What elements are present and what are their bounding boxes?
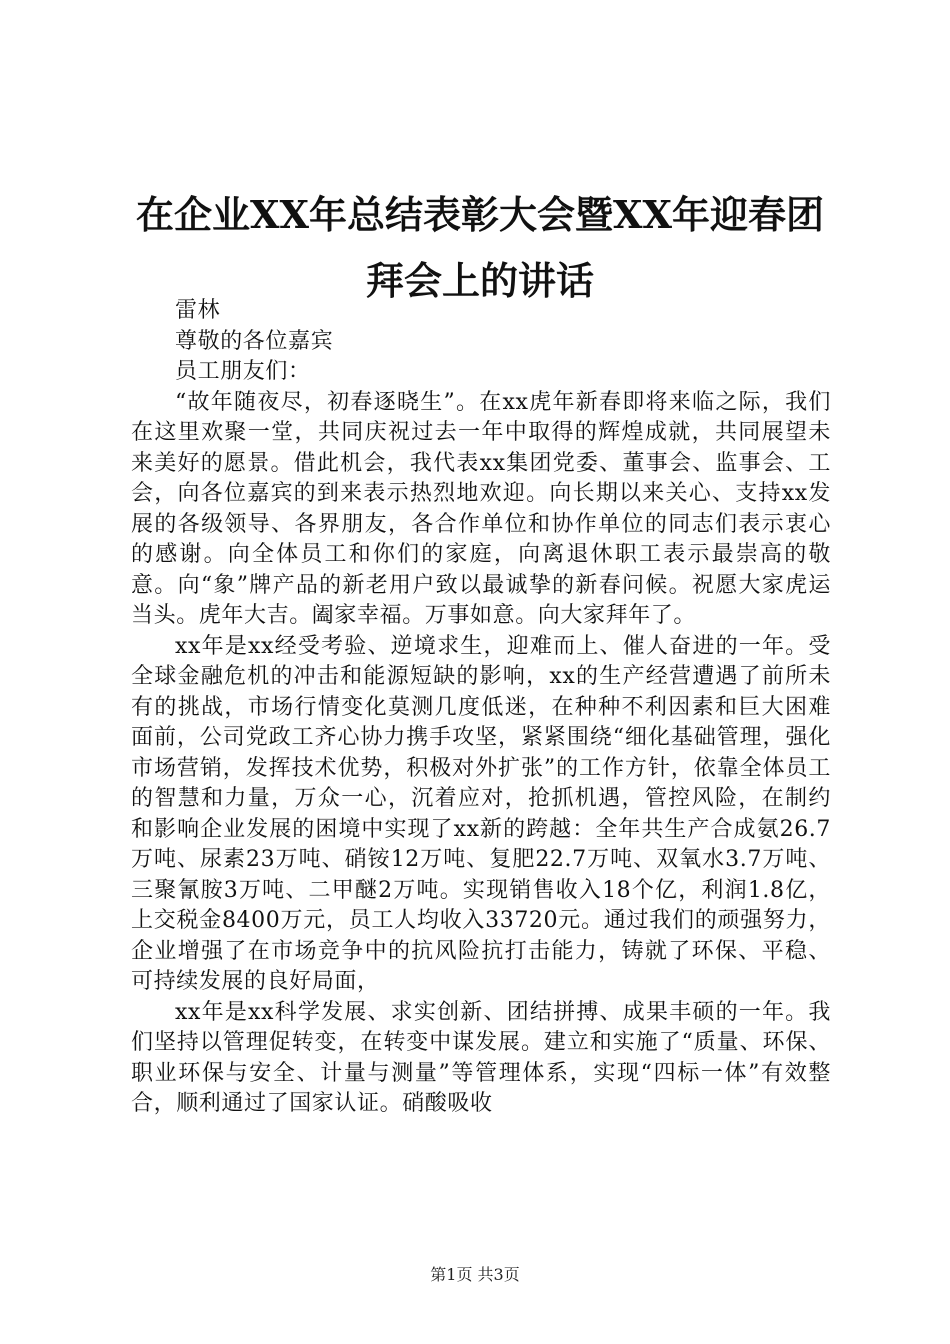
salutation-staff: 员工朋友们： [175, 359, 311, 384]
paragraph: “故年随夜尽，初春逐晓生”。在xx虎年新春即将来临之际，我们在这里欢聚一堂，共同庆祝过去一年中取得的辉煌成就，共同展望未来美好的愿景。借此机会，我代表xx集团党委、董事会、监事会、工会，向各位嘉宾的到来表示热烈地欢迎。向长期以来关心、支持xx发展的各级领导、各界朋友，各合作单位和协作单位的同志们表示衷心的感谢。向全体员工和你们的家庭，向离退休职工表示最崇高的敬意。向“象”牌产品的新老用户致以最诚挚的新春问候。祝愿大家虎运当头。虎年大吉。阖家幸福。万事如意。向大家拜年了。 [131, 389, 831, 628]
paragraph: xx年是xx科学发展、求实创新、团结拼搏、成果丰硕的一年。我们坚持以管理促转变，在转变中谋发展。建立和实施了“质量、环保、职业环保与安全、计量与测量”等管理体系，实现“四标一体”有效整合，顺利通过了国家认证。硝酸吸收 [131, 999, 831, 1116]
paragraph: xx年是xx经受考验、逆境求生，迎难而上、催人奋进的一年。受全球金融危机的冲击和能源短缺的影响，xx的生产经营遭遇了前所未有的挑战，市场行情变化莫测几度低迷，在种种不利因素和巨大困难面前，公司党政工齐心协力携手攻坚，紧紧围绕“细化基础管理，强化市场营销，发挥技术优势，积极对外扩张”的工作方针，依靠全体员工的智慧和力量，万众一心，沉着应对，抢抓机遇，管控风险，在制约和影响企业发展的困境中实现了xx新的跨越：全年共生产合成氨26.7万吨、尿素23万吨、硝铵12万吨、复肥22.7万吨、双氧水3.7万吨、三聚氰胺3万吨、二甲醚2万吨。实现销售收入18个亿，利润1.8亿，上交税金8400万元，员工人均收入33720元。通过我们的顽强努力，企业增强了在市场竞争中的抗风险抗打击能力，铸就了环保、平稳、可持续发展的良好局面， [131, 633, 831, 994]
salutation-guests: 尊敬的各位嘉宾 [175, 328, 334, 354]
document-body [131, 296, 831, 1120]
author-line: 雷林 [175, 298, 221, 323]
document-title: 在企业XX年总结表彰大会暨XX年迎春团拜会上的讲话 [136, 192, 824, 303]
page-footer: 第1页 共3页 [430, 1265, 520, 1284]
